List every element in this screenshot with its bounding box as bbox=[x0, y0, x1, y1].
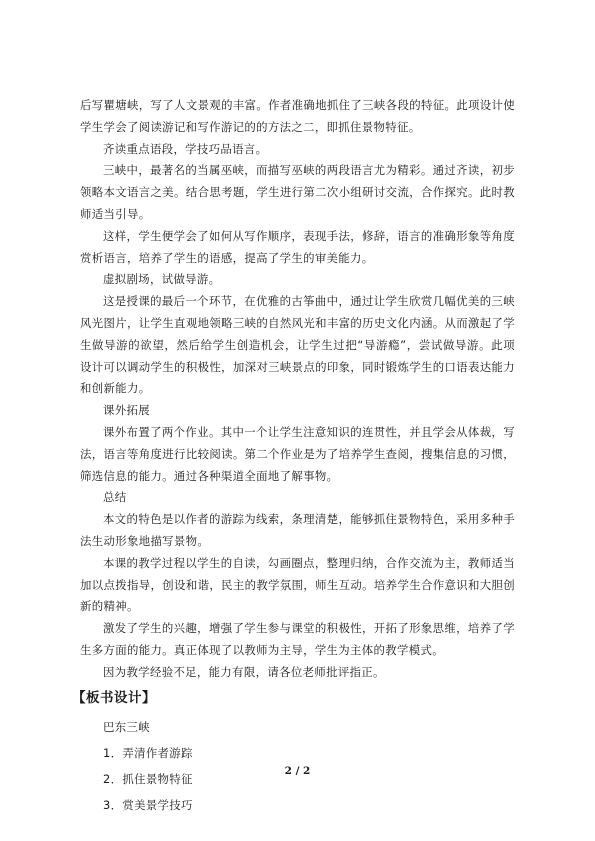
body-paragraph: 这是授课的最后一个环节，在优雅的古筝曲中，通过让学生欣赏几幅优美的三峡风光图片，让学生直观地领略三峡的自然风光和丰富的历史文化内涵。从而激起了学生做导游的欲望，然后给学生创造机会，让学生过把“导游瘾”，尝试做导游。此项设计可以调动学生的积极性，加深对三峡景点的印象，同时锻炼学生的口语表达能力和创新能力。 bbox=[80, 294, 515, 396]
board-title: 巴东三峡 bbox=[103, 719, 150, 734]
body-paragraph: 这样，学生便学会了如何从写作顺序，表现手法，修辞，语言的准确形象等角度赏析语言，培养了学生的语感，提高了学生的审美能力。 bbox=[80, 228, 515, 265]
body-paragraph: 齐读重点语段，学技巧品语言。 bbox=[103, 141, 268, 156]
page-number: 2 / 2 bbox=[284, 765, 311, 777]
board-item: 3．赏美景学技巧 bbox=[103, 797, 193, 812]
body-paragraph: 本文的特色是以作者的游踪为线索，条理清楚，能够抓住景物特色，采用多种手法生动形象地描写景物。 bbox=[80, 512, 515, 548]
board-design-heading: 【板书设计】 bbox=[72, 689, 156, 706]
paragraph-list bbox=[80, 95, 515, 684]
board-item: 1．弄清作者游踪 bbox=[103, 745, 193, 760]
body-paragraph: 课外布置了两个作业。其中一个让学生注意知识的连贯性，并且学会从体裁，写法，语言等角度进行比较阅读。第二个作业是为了培养学生查阅，搜集信息的习惯，筛选信息的能力。通过各种渠道全面地了解事物。 bbox=[80, 424, 515, 483]
body-paragraph: 三峡中，最著名的当属巫峡，而描写巫峡的两段语言尤为精彩。通过齐读，初步领略本文语言之美。结合思考题，学生进行第二次小组研讨交流，合作探究。此时教师适当引导。 bbox=[80, 163, 515, 221]
section-label: 总结 bbox=[103, 490, 127, 505]
body-paragraph: 本课的教学过程以学生的自读，勾画圈点，整理归纳，合作交流为主，教师适当加以点拨指导，创设和谐，民主的教学氛围，师生互动。培养学生合作意识和大胆创新的精神。 bbox=[80, 555, 515, 614]
body-paragraph: 因为教学经验不足，能力有限，请各位老师批评指正。 bbox=[103, 664, 385, 679]
body-paragraph: 后写瞿塘峡，写了人文景观的丰富。作者准确地抓住了三峡各段的特征。此项设计使学生学会了阅读游记和写作游记的的方法之二，即抓住景物特征。 bbox=[80, 98, 515, 134]
body-paragraph: 虚拟剧场，试做导游。 bbox=[103, 272, 221, 287]
document-body bbox=[72, 95, 515, 818]
body-paragraph: 激发了学生的兴趣，增强了学生参与课堂的积极性，开拓了形象思维，培养了学生多方面的能力。真正体现了以教师为主导，学生为主体的教学模式。 bbox=[80, 621, 515, 657]
section-label: 课外拓展 bbox=[103, 403, 150, 418]
board-item: 2．抓住景物特征 bbox=[103, 771, 193, 786]
